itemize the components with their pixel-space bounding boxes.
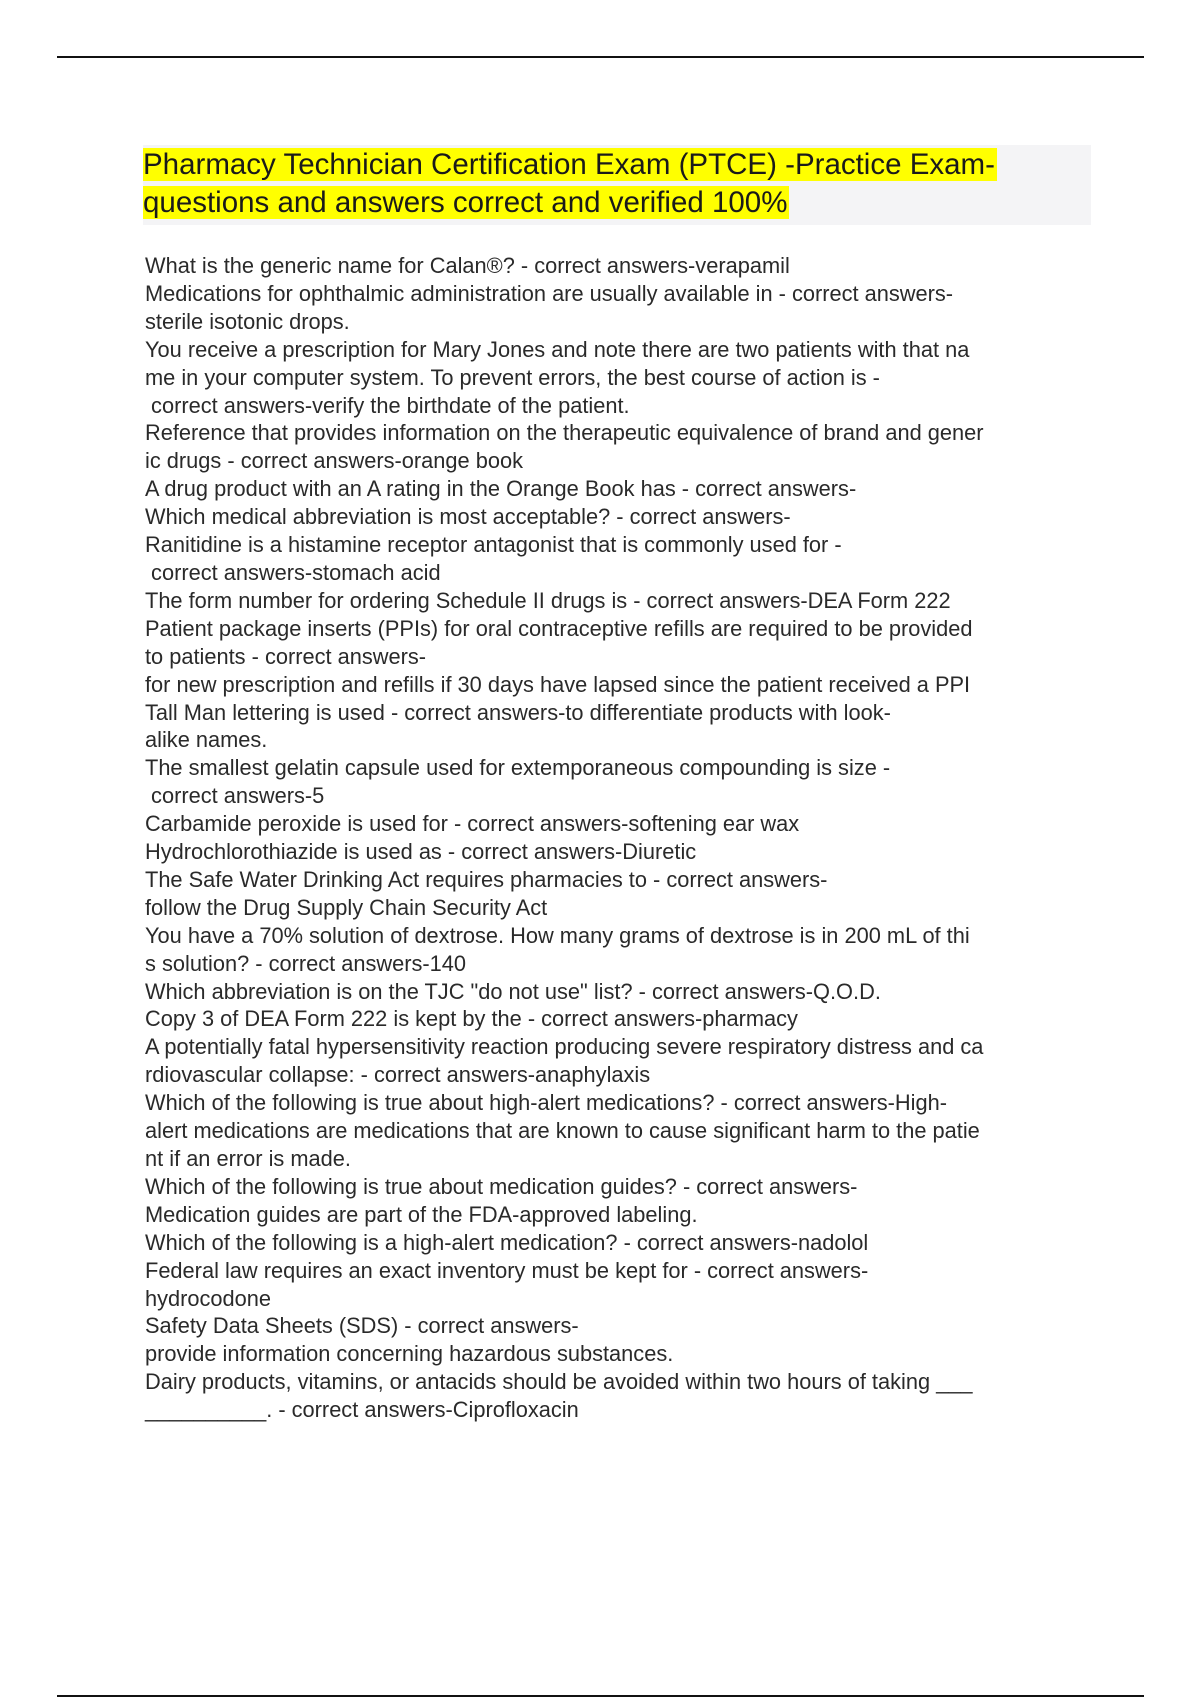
qa-line: rdiovascular collapse: - correct answers-anaphylaxis [145, 1062, 651, 1088]
qa-line: me in your computer system. To prevent errors, the best course of action is - [145, 364, 880, 390]
qa-line: A potentially fatal hypersensitivity reaction producing severe respiratory distress and ca [145, 1034, 984, 1060]
qa-line: hydrocodone [145, 1285, 272, 1311]
qa-line: The Safe Water Drinking Act requires pharmacies to - correct answers- [145, 866, 828, 892]
qa-line: for new prescription and refills if 30 days have lapsed since the patient received a PPI [145, 671, 971, 697]
qa-line: The smallest gelatin capsule used for extemporaneous compounding is size - [145, 755, 891, 781]
top-rule [57, 56, 1144, 58]
qa-line: Which of the following is a high-alert medication? - correct answers-nadolol [145, 1229, 869, 1255]
qa-line: nt if an error is made. [145, 1146, 351, 1171]
qa-line: alert medications are medications that are known to cause significant harm to the patie [145, 1118, 980, 1144]
qa-line: Tall Man lettering is used - correct answers-to differentiate products with look- [145, 699, 891, 725]
document-title [143, 145, 1091, 225]
qa-line: Safety Data Sheets (SDS) - correct answers- [145, 1313, 579, 1339]
title-line-2 [143, 184, 789, 222]
qa-line: Which abbreviation is on the TJC "do not use" list? - correct answers-Q.O.D. [145, 978, 881, 1004]
qa-line: Dairy products, vitamins, or antacids should be avoided within two hours of taking ___ [145, 1369, 973, 1395]
qa-line: Which of the following is true about high-alert medications? - correct answers-High- [145, 1090, 947, 1116]
qa-line: Reference that provides information on the therapeutic equivalence of brand and gener [145, 420, 984, 446]
title-line-1 [143, 146, 997, 184]
qa-line: Medications for ophthalmic administration are usually available in - correct answers- [145, 280, 954, 306]
bottom-rule [57, 1695, 1144, 1697]
qa-line: Patient package inserts (PPIs) for oral contraceptive refills are required to be provided [145, 615, 973, 641]
qa-line: sterile isotonic drops. [145, 308, 350, 334]
qa-line: provide information concerning hazardous substances. [145, 1341, 674, 1367]
qa-line: Medication guides are part of the FDA-approved labeling. [145, 1201, 698, 1227]
qa-line: The form number for ordering Schedule II drugs is - correct answers-DEA Form 222 [145, 587, 951, 613]
qa-line: Hydrochlorothiazide is used as - correct answers-Diuretic [145, 839, 697, 865]
qa-line: __________. - correct answers-Ciprofloxacin [145, 1397, 579, 1423]
qa-line: alike names. [145, 727, 268, 753]
qa-line: Carbamide peroxide is used for - correct answers-softening ear wax [145, 811, 800, 837]
qa-line: correct answers-verify the birthdate of the patient. [145, 392, 630, 418]
qa-line: correct answers-5 [145, 783, 325, 809]
qa-line: correct answers-stomach acid [145, 559, 441, 585]
qa-line: Copy 3 of DEA Form 222 is kept by the - correct answers-pharmacy [145, 1006, 798, 1032]
title-highlight-2: questions and answers correct and verified 100% [143, 186, 788, 219]
qa-line: ic drugs - correct answers-orange book [145, 448, 523, 474]
qa-line: Ranitidine is a histamine receptor antagonist that is commonly used for - [145, 532, 842, 558]
qa-line: A drug product with an A rating in the Orange Book has - correct answers- [145, 476, 857, 502]
qa-line: follow the Drug Supply Chain Security Act [145, 894, 548, 920]
qa-line: to patients - correct answers- [145, 643, 427, 669]
qa-list [145, 252, 1095, 1424]
qa-line: What is the generic name for Calan®? - correct answers-verapamil [145, 253, 790, 278]
qa-line: You have a 70% solution of dextrose. How many grams of dextrose is in 200 mL of thi [145, 922, 970, 948]
qa-line: Which medical abbreviation is most acceptable? - correct answers- [145, 504, 791, 530]
qa-line: s solution? - correct answers-140 [145, 950, 467, 976]
qa-line: Which of the following is true about medication guides? - correct answers- [145, 1173, 858, 1199]
qa-line: Federal law requires an exact inventory must be kept for - correct answers- [145, 1257, 869, 1283]
qa-line: You receive a prescription for Mary Jones and note there are two patients with that na [145, 336, 970, 362]
title-highlight-1: Pharmacy Technician Certification Exam (PTCE) -Practice Exam- [143, 148, 995, 181]
